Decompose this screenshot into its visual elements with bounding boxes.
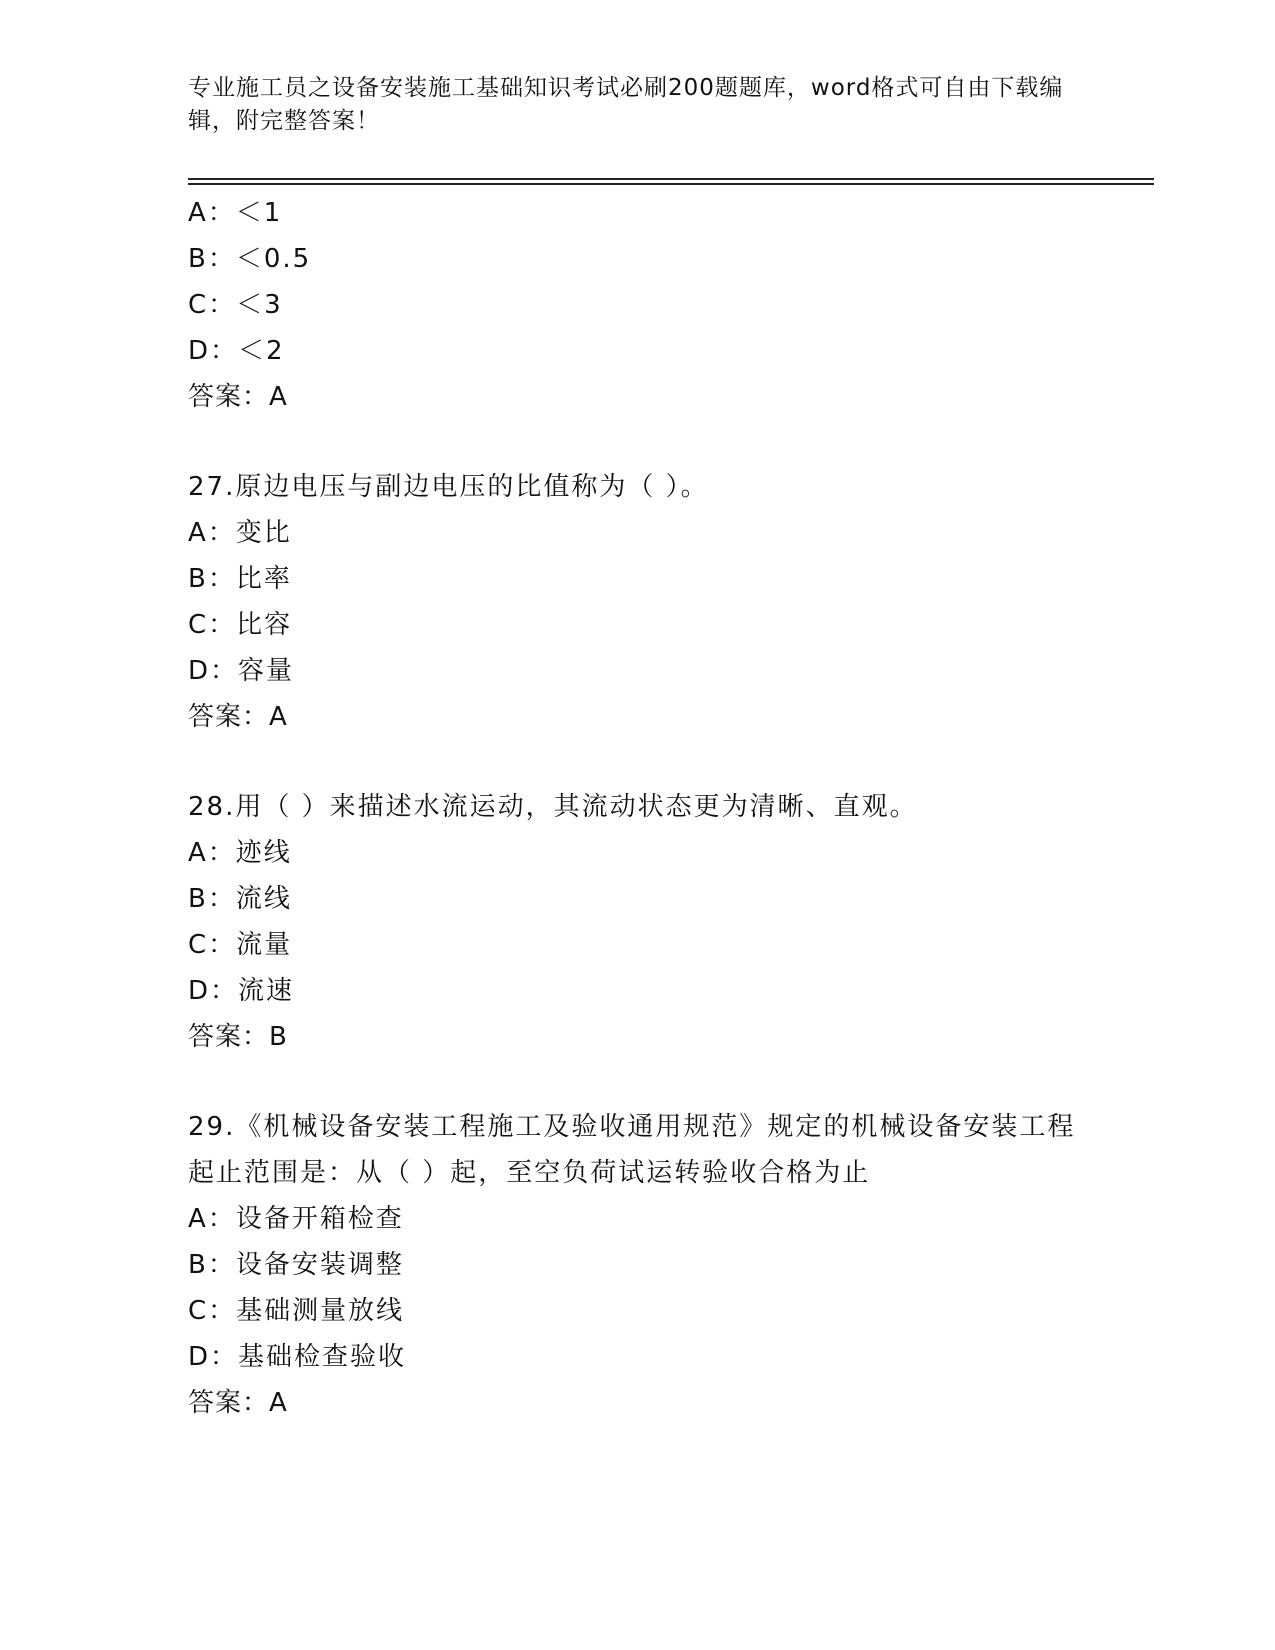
question-text: 27.原边电压与副边电压的比值称为（ ）。 bbox=[188, 472, 709, 502]
question-list bbox=[188, 190, 1088, 1426]
question-28-block bbox=[188, 784, 1088, 1060]
question-29-block bbox=[188, 1104, 1088, 1426]
header-divider-second bbox=[188, 183, 1154, 185]
answer-line: 答案：A bbox=[188, 1388, 288, 1418]
option-a: A：＜1 bbox=[188, 198, 283, 228]
option-c: C：比容 bbox=[188, 610, 293, 640]
option-a: A：迹线 bbox=[188, 838, 292, 868]
question-text: 28.用（ ）来描述水流运动，其流动状态更为清晰、直观。 bbox=[188, 792, 918, 822]
option-b: B：流线 bbox=[188, 884, 292, 914]
option-c: C：流量 bbox=[188, 930, 293, 960]
question-26-block bbox=[188, 190, 1088, 420]
answer-line: 答案：B bbox=[188, 1022, 288, 1052]
question-text: 29.《机械设备安装工程施工及验收通用规范》规定的机械设备安装工程起止范围是：从（ ）起，至空负荷试运转验收合格为止 bbox=[188, 1112, 1076, 1188]
option-d: D：基础检查验收 bbox=[188, 1342, 407, 1372]
option-b: B：设备安装调整 bbox=[188, 1250, 404, 1280]
option-d: D：容量 bbox=[188, 656, 295, 686]
answer-line: 答案：A bbox=[188, 382, 288, 412]
option-a: A：设备开箱检查 bbox=[188, 1204, 404, 1234]
header-divider bbox=[188, 178, 1154, 180]
option-d: D：流速 bbox=[188, 976, 295, 1006]
option-b: B：比率 bbox=[188, 564, 292, 594]
option-a: A：变比 bbox=[188, 518, 292, 548]
option-b: B：＜0.5 bbox=[188, 244, 312, 274]
option-d: D：＜2 bbox=[188, 336, 285, 366]
question-27-block bbox=[188, 464, 1088, 740]
document-header: 专业施工员之设备安装施工基础知识考试必刷200题题库，word格式可自由下载编辑，附完整答案！ bbox=[188, 75, 1064, 134]
option-c: C：基础测量放线 bbox=[188, 1296, 405, 1326]
answer-line: 答案：A bbox=[188, 702, 288, 732]
option-c: C：＜3 bbox=[188, 290, 283, 320]
